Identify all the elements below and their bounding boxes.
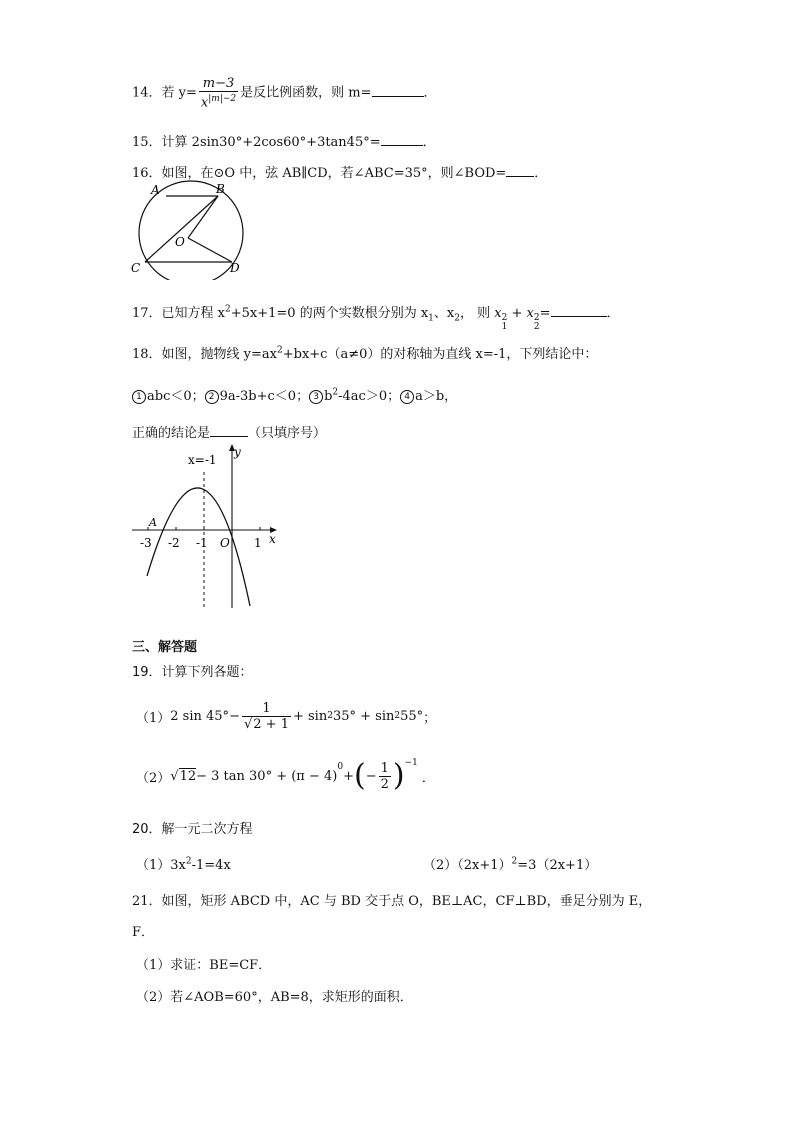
- tick-label-minus1: -1: [196, 536, 208, 550]
- q19-2-end: ．: [421, 770, 435, 786]
- question-19-1: [136, 697, 436, 735]
- q19-1-b-rest: 35° + sin: [332, 708, 395, 724]
- q17-s2: 2: [454, 313, 460, 324]
- q14-frac-num: m−3: [202, 76, 235, 91]
- q19-2-plus: +: [343, 768, 354, 784]
- option-3b: -4ac＞0；: [338, 389, 401, 404]
- question-15: [132, 131, 436, 150]
- q17-x1-sub: 1: [501, 322, 508, 332]
- option-1-marker: 1: [132, 390, 146, 404]
- q19-1-root: 2: [253, 716, 262, 732]
- q20-2-post: =3（2x+1）: [517, 858, 598, 873]
- q18-pre: 18．如图，抛物线 y=ax: [132, 347, 277, 362]
- option-4: a＞b，: [415, 389, 458, 404]
- q14-frac-den: [199, 91, 238, 110]
- q17-x2-sub: 2: [533, 322, 540, 332]
- parabola-figure: [128, 442, 288, 610]
- q19-2-label: （2）: [136, 770, 171, 786]
- question-16: [132, 162, 547, 181]
- q20-1-sq: 2: [185, 856, 192, 867]
- option-2: 9a-3b+c＜0；: [219, 389, 310, 404]
- q14-end: ．: [423, 85, 437, 101]
- section-3-title: 三、解答题: [132, 640, 198, 655]
- q19-2-right-paren: ): [392, 758, 405, 793]
- q18-post: +bx+c（a≠0）的对称轴为直线 x=-1，下列结论中：: [282, 347, 598, 362]
- option-1: abc＜0；: [147, 389, 205, 404]
- q14-tail: 是反比例函数，则 m=: [240, 85, 372, 101]
- question-18-answer: [132, 422, 326, 441]
- label-c: C: [131, 261, 141, 275]
- q19-1-fraction: [242, 701, 291, 732]
- q19-1-den-rest: + 1: [261, 716, 289, 732]
- question-21-1: （1）求证：BE=CF．: [136, 958, 272, 973]
- label-d: D: [230, 261, 240, 275]
- label-o: O: [175, 235, 185, 249]
- label-b: B: [216, 182, 225, 196]
- label-a: A: [151, 183, 160, 197]
- q17-x1-sup: 2: [501, 313, 508, 323]
- q19-2-fraction: [379, 761, 391, 792]
- question-21-line-1: 21．如图，矩形 ABCD 中，AC 与 BD 交于点 O，BE⊥AC，CF⊥BD，垂足分别为 E，: [132, 894, 652, 909]
- question-19-2: （2） √ 12 − 3 tan 30° + (π − 4) $^0$ + ( − $\frac{1}{2}$ ) $^{-1}$ ．: [136, 758, 435, 793]
- q16-end: ．: [534, 166, 548, 181]
- q19-2-a: − 3 tan 30° + (π − 4): [196, 768, 338, 784]
- q20-1-pre: （1）3x: [136, 858, 186, 873]
- q17-end: ．: [606, 306, 620, 321]
- question-21-line-2: F．: [132, 925, 155, 940]
- x-axis-label: x: [269, 532, 276, 546]
- q17-sep: 、x: [433, 306, 455, 321]
- q14-number: 14．若 y=: [132, 85, 197, 101]
- q19-1-frac-num: 1: [262, 700, 271, 716]
- q19-2-zero: 0: [337, 762, 344, 772]
- q14-fraction: [199, 76, 238, 110]
- q19-1-a: 2 sin 45°: [170, 708, 230, 724]
- tick-label-minus3: -3: [140, 536, 152, 550]
- segment-od: [188, 238, 232, 262]
- q18-answer-blank[interactable]: [210, 424, 248, 437]
- option-2-marker: 2: [205, 390, 219, 404]
- q17-answer-blank[interactable]: [551, 304, 607, 317]
- point-a-label: A: [149, 516, 157, 529]
- q17-x2-sup: 2: [533, 313, 540, 323]
- q20-2-pre: （2）（2x+1）: [423, 858, 512, 873]
- q14-answer-blank[interactable]: [372, 84, 424, 97]
- question-20: 20．解一元二次方程: [132, 822, 253, 837]
- q19-2-left-paren: (: [354, 758, 366, 793]
- q19-2-frac-den: 2: [380, 776, 389, 792]
- q19-1-frac-den: √2 + 1: [243, 716, 289, 732]
- q19-1-b: + sin: [292, 708, 328, 724]
- segment-bo: [188, 196, 218, 238]
- tick-label-1: 1: [254, 536, 262, 550]
- q19-1-minus: −: [229, 708, 240, 724]
- q17-eq: =: [539, 306, 551, 321]
- option-3-sq: 2: [332, 387, 339, 398]
- q15-end: ．: [422, 135, 436, 150]
- option-3-marker: 3: [309, 390, 323, 404]
- question-18-options: [132, 385, 457, 404]
- q19-1-label: （1）: [136, 710, 171, 726]
- question-20-2: [423, 854, 597, 873]
- q19-1-end: ；: [423, 710, 437, 726]
- question-14: [132, 76, 437, 110]
- segment-bc: [145, 196, 218, 262]
- option-3a: b: [324, 389, 333, 404]
- question-19: 19．计算下列各题：: [132, 665, 253, 680]
- q17-plus: +: [507, 306, 527, 321]
- q17-mid: +5x+1=0 的两个实数根分别为 x: [230, 306, 429, 321]
- question-21-2: （2）若∠AOB=60°，AB=8，求矩形的面积．: [136, 990, 413, 1005]
- option-4-marker: 4: [400, 390, 414, 404]
- q19-1-b-sq: 2: [327, 711, 333, 721]
- q17-s1: 1: [428, 313, 434, 324]
- q17-x1: x: [494, 306, 502, 321]
- q19-1-c-sq: 2: [394, 711, 401, 721]
- q20-2-sq: 2: [511, 856, 518, 867]
- q19-2-exponent: −1: [404, 758, 418, 768]
- q19-2-root: 12: [179, 769, 197, 784]
- question-18: [132, 343, 597, 362]
- q15-answer-blank[interactable]: [381, 133, 423, 146]
- q16-text: 16．如图，在⊙O 中，弦 AB∥CD，若∠ABC=35°，则∠BOD=: [132, 166, 507, 181]
- q17-post: ， 则: [459, 306, 491, 321]
- circle-figure: [128, 180, 258, 280]
- q17-x2: x: [526, 306, 534, 321]
- q18-answer-text: 正确的结论是: [132, 426, 211, 441]
- q17-pre: 17．已知方程 x: [132, 306, 226, 321]
- q18-sq: 2: [277, 345, 283, 356]
- q19-1-c-rest: 55°: [400, 708, 424, 724]
- q19-2-frac-num: 1: [380, 760, 389, 776]
- q16-answer-blank[interactable]: [506, 164, 534, 177]
- q19-2-inner-minus: −: [365, 768, 377, 784]
- q14-den-exp: |m|−2: [208, 94, 237, 104]
- question-20-1: [136, 854, 231, 873]
- q20-1-post: -1=4x: [191, 858, 231, 873]
- y-axis-label: y: [234, 445, 241, 459]
- question-17: [132, 302, 620, 332]
- q14-den-base: x: [200, 95, 209, 111]
- axis-of-symmetry-label: x=-1: [188, 453, 217, 467]
- q18-answer-end: （只填序号）: [248, 426, 327, 441]
- q17-sq: 2: [225, 304, 231, 315]
- tick-label-minus2: -2: [168, 536, 180, 550]
- q15-text: 15．计算 2sin30°+2cos60°+3tan45°=: [132, 135, 381, 150]
- origin-label: O: [220, 536, 230, 550]
